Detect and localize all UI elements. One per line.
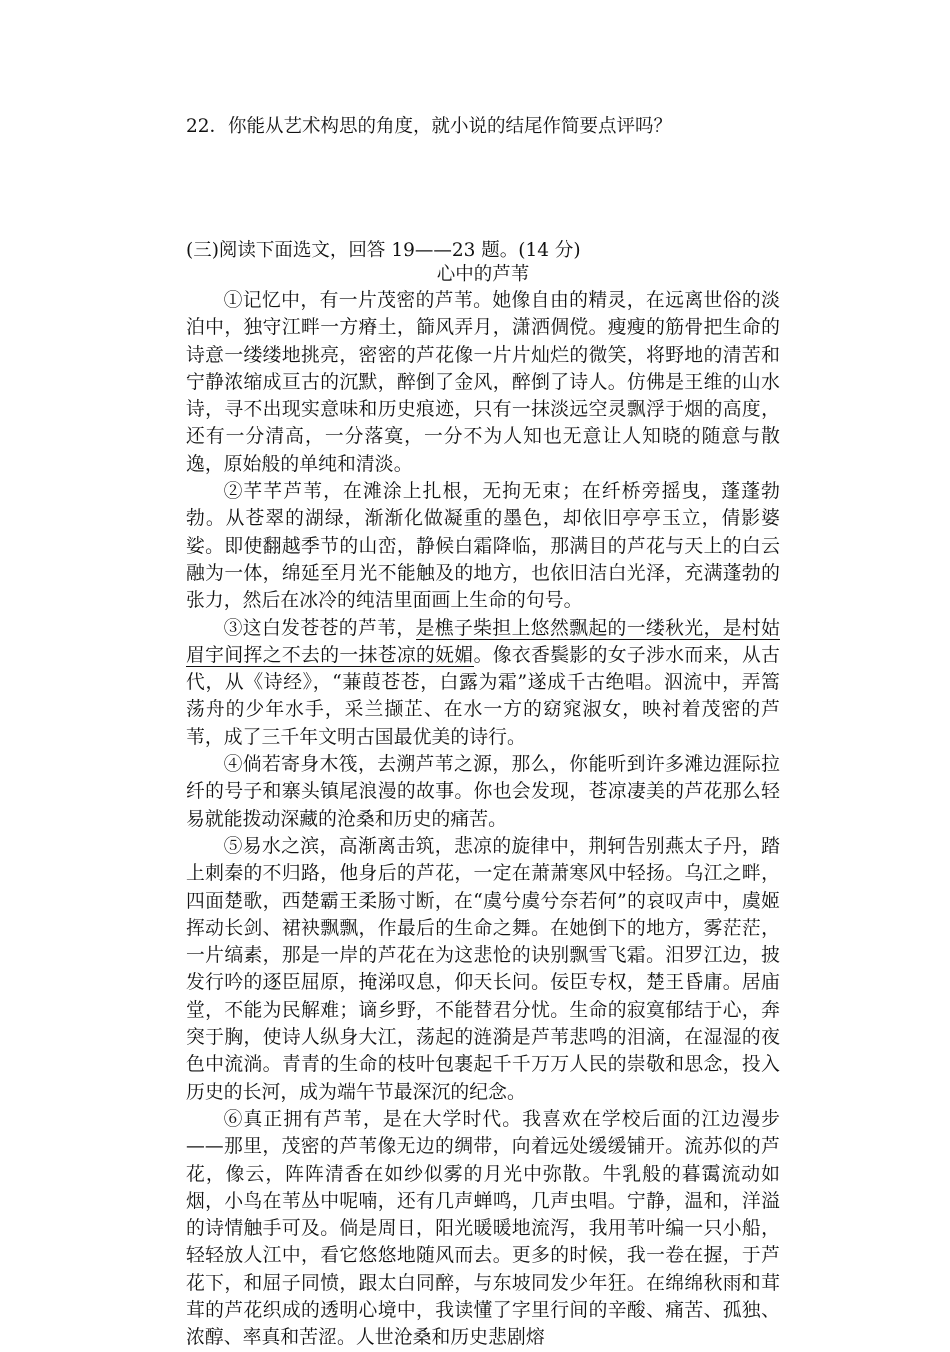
paragraph-3 (186, 615, 780, 751)
paragraph-6: ⑥真正拥有芦苇，是在大学时代。我喜欢在学校后面的江边漫步——那里，茂密的芦苇像无边的绸带，向着远处缓缓铺开。流苏似的芦花，像云，阵阵清香在如纱似雾的月光中弥散。牛乳般的暮霭流动如烟，小鸟在苇丛中呢喃，还有几声蝉鸣，几声虫唱。宁静，温和，洋溢的诗情触手可及。倘是周日，阳光暖暖地流泻，我用苇叶编一只小船，轻轻放人江中，看它悠悠地随风而去。更多的时候，我一卷在握，于芦花下，和屈子同愤，跟太白同醉，与东坡同发少年狂。在绵绵秋雨和茸茸的芦花织成的透明心境中，我读懂了字里行间的辛酸、痛苦、孤独、浓醇、率真和苦涩。人世沧桑和历史悲剧熔 (186, 1108, 780, 1349)
essay-title: 心中的芦苇 (436, 264, 530, 285)
underlined-sentence: 是樵子柴担上悠然飘起的一缕秋光，是村姑眉宇间挥之不去的一抹苍凉的妩媚 (186, 617, 781, 666)
paragraph-4: ④倘若寄身木筏，去溯芦苇之源，那么，你能听到许多滩边涯际拉纤的号子和寨头镇尾浪漫的故事。你也会发现，苍凉凄美的芦花那么轻易就能拨动深藏的沧桑和历史的痛苦。 (186, 754, 780, 830)
paragraph-3-end: 。像衣香鬓影的女子涉水而来，从古代，从《诗经》，“蒹葭苍苍，白露为霜”遂成千古绝唱。泅流中，弄篙荡舟的少年水手，采兰撷芷、在水一方的窈窕淑女，映衬着茂密的芦苇，成了三千年文明古国最优美的诗行。 (186, 644, 780, 748)
paragraph-3-start: ③这白发苍苍的芦苇， (223, 617, 416, 639)
paragraph-2: ②芊芊芦苇，在滩涂上扎根，无拘无束；在纤桥旁摇曳，蓬蓬勃勃。从苍翠的湖绿，渐渐化做凝重的墨色，却依旧亭亭玉立，倩影婆娑。即使翻越季节的山峦，静候白霜降临，那满目的芦花与天上的白云融为一体，绵延至月光不能触及的地方，也依旧洁白光泽，充满蓬勃的张力，然后在冰冷的纯洁里面画上生命的句号。 (186, 481, 780, 612)
paragraph-5: ⑤易水之滨，高渐离击筑，悲凉的旋律中，荆轲告别燕太子丹，踏上刺秦的不归路，他身后的芦花，一定在萧萧寒风中轻扬。乌江之畔，四面楚歌，西楚霸王柔肠寸断，在“虞兮虞兮奈若何”的哀叹声中，虞姬挥动长剑、裙袂飘飘，作最后的生命之舞。在她倒下的地方，雾茫茫，一片缟素，那是一岸的芦花在为这悲怆的诀别飘雪飞霜。汨罗江边，披发行吟的逐臣屈原，掩涕叹息，仰天长问。佞臣专权，楚王昏庸。居庙堂，不能为民解难；谪乡野，不能替君分忧。生命的寂寞郁结于心，奔突于胸，使诗人纵身大江，荡起的涟漪是芦苇悲鸣的泪滴，在湿湿的夜色中流淌。青青的生命的枝叶包裹起千千万万人民的崇敬和思念，投入历史的长河，成为端午节最深沉的纪念。 (186, 835, 780, 1103)
essay-body (186, 287, 780, 1352)
question-22: 22．你能从艺术构思的角度，就小说的结尾作简要点评吗？ (186, 116, 673, 137)
paragraph-1: ①记忆中，有一片茂密的芦苇。她像自由的精灵，在远离世俗的淡泊中，独守江畔一方瘠土，篩风弄月，潇洒倜傥。瘦瘦的筋骨把生命的诗意一缕缕地挑亮，密密的芦花像一片片灿烂的微笑，将野地的清苦和宁静浓缩成亘古的沉默，醉倒了金风，醉倒了诗人。仿佛是王维的山水诗，寻不出现实意味和历史痕迹，只有一抹淡远空灵飘浮于烟的高度，还有一分清高，一分落寞，一分不为人知也无意让人知晓的随意与散逸，原始般的单纯和清淡。 (186, 290, 780, 475)
section-header: (三)阅读下面选文，回答 19——23 题。(14 分) (186, 240, 581, 261)
